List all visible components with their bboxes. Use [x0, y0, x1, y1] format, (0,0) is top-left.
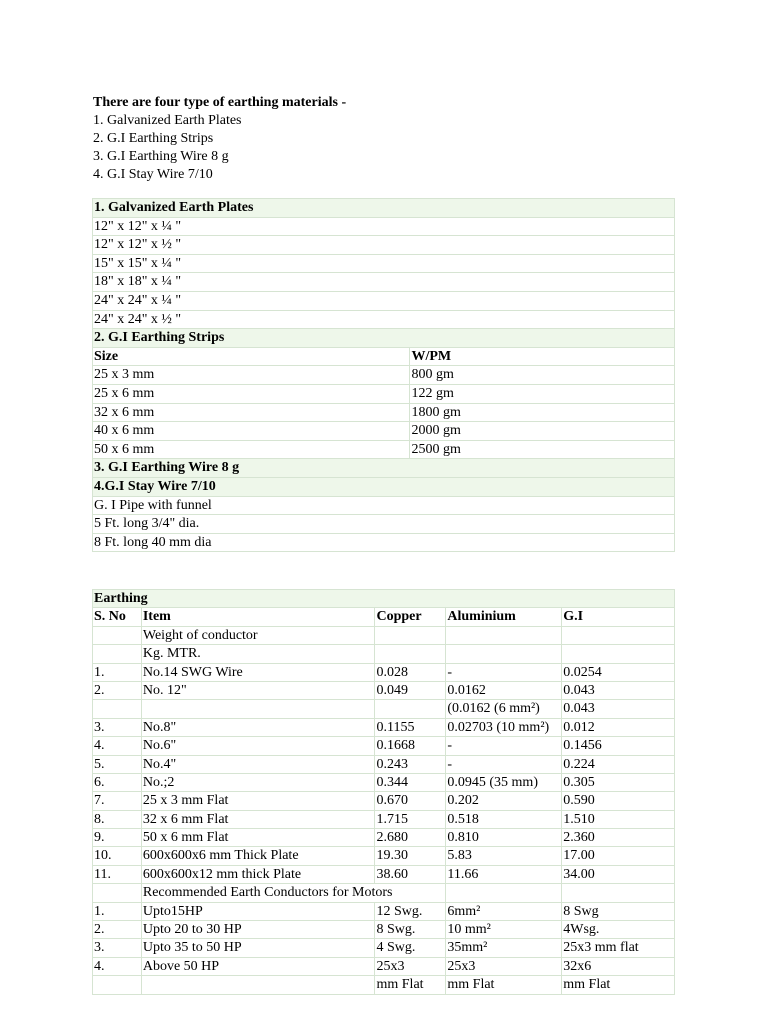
gi-value: 1.510 — [562, 810, 675, 828]
gi-value: 0.043 — [562, 700, 675, 718]
aluminium-value: 11.66 — [446, 865, 562, 883]
table-row — [93, 921, 675, 939]
copper-value — [375, 645, 446, 663]
copper-value: 1.715 — [375, 810, 446, 828]
gi-value: 8 Swg — [562, 902, 675, 920]
copper-value: mm Flat — [375, 976, 446, 994]
aluminium-value: 25x3 — [446, 957, 562, 975]
table-row — [93, 626, 675, 644]
table-section-header — [93, 477, 675, 496]
gi-value: 32x6 — [562, 957, 675, 975]
aluminium-value: 0.202 — [446, 792, 562, 810]
aluminium-value: - — [446, 737, 562, 755]
strip-weight: 1800 gm — [410, 403, 675, 422]
item-header: Item — [141, 608, 375, 626]
intro-section — [93, 94, 346, 184]
serial-number: 9. — [93, 829, 142, 847]
table-row — [93, 957, 675, 975]
table-row — [93, 645, 675, 663]
table-row — [93, 792, 675, 810]
item-name: 600x600x6 mm Thick Plate — [141, 847, 375, 865]
item-name: 600x600x12 mm thick Plate — [141, 865, 375, 883]
earthing-title: Earthing — [93, 590, 675, 608]
serial-number: 7. — [93, 792, 142, 810]
item-name: No.4" — [141, 755, 375, 773]
intro-heading: There are four type of earthing materials - — [93, 95, 347, 110]
pipe-item: G. I Pipe with funnel — [93, 496, 675, 515]
strips-title: 2. G.I Earthing Strips — [93, 329, 675, 348]
aluminium-value — [446, 626, 562, 644]
aluminium-header: Aluminium — [446, 608, 562, 626]
gi-value: 0.590 — [562, 792, 675, 810]
gi-value: 25x3 mm flat — [562, 939, 675, 957]
table-row — [93, 700, 675, 718]
plates-title: 1. Galvanized Earth Plates — [93, 199, 675, 218]
serial-number: 11. — [93, 865, 142, 883]
table-row — [93, 384, 675, 403]
table-section-header — [93, 329, 675, 348]
gi-value: 0.012 — [562, 718, 675, 736]
serial-number: 2. — [93, 921, 142, 939]
aluminium-value: 0.02703 (10 mm²) — [446, 718, 562, 736]
item-name: No.14 SWG Wire — [141, 663, 375, 681]
copper-value — [375, 626, 446, 644]
table-row — [93, 291, 675, 310]
table-row — [93, 217, 675, 236]
serial-number: 4. — [93, 957, 142, 975]
table-row — [93, 976, 675, 994]
aluminium-value: mm Flat — [446, 976, 562, 994]
pipe-item: 8 Ft. long 40 mm dia — [93, 533, 675, 552]
copper-value: 8 Swg. — [375, 921, 446, 939]
intro-item: 4. G.I Stay Wire 7/10 — [93, 167, 213, 182]
plate-size: 12" x 12" x ½ " — [93, 236, 675, 255]
aluminium-value: 0.518 — [446, 810, 562, 828]
serial-number: 3. — [93, 718, 142, 736]
serial-number — [93, 626, 142, 644]
copper-value: 0.1668 — [375, 737, 446, 755]
gi-value: 2.360 — [562, 829, 675, 847]
serial-number: 10. — [93, 847, 142, 865]
aluminium-value: 5.83 — [446, 847, 562, 865]
serial-number — [93, 884, 142, 902]
aluminium-value: 10 mm² — [446, 921, 562, 939]
table-row — [93, 254, 675, 273]
gi-value — [562, 626, 675, 644]
strips-size-header: Size — [93, 347, 410, 366]
item-name: Upto 35 to 50 HP — [141, 939, 375, 957]
table-row — [93, 663, 675, 681]
table-row — [93, 718, 675, 736]
table-row — [93, 939, 675, 957]
item-name: 25 x 3 mm Flat — [141, 792, 375, 810]
item-name — [141, 976, 375, 994]
table-row — [93, 515, 675, 534]
table-row — [93, 829, 675, 847]
strip-weight: 800 gm — [410, 366, 675, 385]
gi-value: 4Wsg. — [562, 921, 675, 939]
aluminium-value: 0.0945 (35 mm) — [446, 773, 562, 791]
aluminium-value: (0.0162 (6 mm²) — [446, 700, 562, 718]
item-name: No.6" — [141, 737, 375, 755]
gi-value: 17.00 — [562, 847, 675, 865]
gi-value — [562, 884, 675, 902]
serial-number: 1. — [93, 902, 142, 920]
table-row — [93, 755, 675, 773]
table-row — [93, 902, 675, 920]
copper-value: 2.680 — [375, 829, 446, 847]
table-row — [93, 310, 675, 329]
table-row — [93, 773, 675, 791]
item-name: No.;2 — [141, 773, 375, 791]
table-row — [93, 422, 675, 441]
table-row — [93, 810, 675, 828]
table-title-row — [93, 590, 675, 608]
copper-value: 0.243 — [375, 755, 446, 773]
stay-title: 4.G.I Stay Wire 7/10 — [93, 477, 675, 496]
copper-value: 25x3 — [375, 957, 446, 975]
strip-size: 50 x 6 mm — [93, 440, 410, 459]
intro-item: 1. Galvanized Earth Plates — [93, 113, 242, 128]
strip-weight: 2500 gm — [410, 440, 675, 459]
aluminium-value: - — [446, 755, 562, 773]
gi-value — [562, 645, 675, 663]
item-name: Upto 20 to 30 HP — [141, 921, 375, 939]
serial-number — [93, 645, 142, 663]
copper-value: 0.1155 — [375, 718, 446, 736]
table-section-header — [93, 459, 675, 478]
intro-item: 3. G.I Earthing Wire 8 g — [93, 149, 229, 164]
item-name: Upto15HP — [141, 902, 375, 920]
copper-value: 0.028 — [375, 663, 446, 681]
aluminium-value: - — [446, 663, 562, 681]
serial-number: 4. — [93, 737, 142, 755]
table-row — [93, 403, 675, 422]
serial-number: 8. — [93, 810, 142, 828]
item-name: 50 x 6 mm Flat — [141, 829, 375, 847]
gi-value: mm Flat — [562, 976, 675, 994]
gi-value: 0.0254 — [562, 663, 675, 681]
gi-header: G.I — [562, 608, 675, 626]
table-row — [93, 273, 675, 292]
table-row — [93, 884, 675, 902]
gi-value: 0.043 — [562, 681, 675, 699]
table-column-headers — [93, 608, 675, 626]
table-column-headers — [93, 347, 675, 366]
plate-size: 18" x 18" x ¼ " — [93, 273, 675, 292]
copper-value: 4 Swg. — [375, 939, 446, 957]
table-row — [93, 440, 675, 459]
item-name: Above 50 HP — [141, 957, 375, 975]
copper-value — [375, 700, 446, 718]
item-name: 32 x 6 mm Flat — [141, 810, 375, 828]
aluminium-value — [446, 884, 562, 902]
strip-weight: 2000 gm — [410, 422, 675, 441]
gi-value: 0.1456 — [562, 737, 675, 755]
earthing-table — [92, 589, 675, 995]
earthing-table-body — [93, 590, 675, 995]
aluminium-value — [446, 645, 562, 663]
item-name: Weight of conductor — [141, 626, 375, 644]
pipe-item: 5 Ft. long 3/4" dia. — [93, 515, 675, 534]
item-name: Kg. MTR. — [141, 645, 375, 663]
gi-value: 34.00 — [562, 865, 675, 883]
table-row — [93, 496, 675, 515]
gi-value: 0.305 — [562, 773, 675, 791]
wire-title: 3. G.I Earthing Wire 8 g — [93, 459, 675, 478]
serial-number: 1. — [93, 663, 142, 681]
copper-value: 12 Swg. — [375, 902, 446, 920]
strip-weight: 122 gm — [410, 384, 675, 403]
serial-number: 6. — [93, 773, 142, 791]
item-name: No. 12" — [141, 681, 375, 699]
plate-size: 24" x 24" x ½ " — [93, 310, 675, 329]
strip-size: 40 x 6 mm — [93, 422, 410, 441]
serial-number: 2. — [93, 681, 142, 699]
copper-value: 0.049 — [375, 681, 446, 699]
aluminium-value: 35mm² — [446, 939, 562, 957]
table-row — [93, 847, 675, 865]
plate-size: 15" x 15" x ¼ " — [93, 254, 675, 273]
serial-number: 3. — [93, 939, 142, 957]
materials-table — [92, 198, 675, 552]
aluminium-value: 0.0162 — [446, 681, 562, 699]
sno-header: S. No — [93, 608, 142, 626]
copper-value: 0.344 — [375, 773, 446, 791]
serial-number: 5. — [93, 755, 142, 773]
aluminium-value: 0.810 — [446, 829, 562, 847]
aluminium-value: 6mm² — [446, 902, 562, 920]
table-row — [93, 236, 675, 255]
strip-size: 25 x 3 mm — [93, 366, 410, 385]
table-row — [93, 366, 675, 385]
table-row — [93, 681, 675, 699]
copper-header: Copper — [375, 608, 446, 626]
copper-value: 19.30 — [375, 847, 446, 865]
serial-number — [93, 976, 142, 994]
gi-value: 0.224 — [562, 755, 675, 773]
strips-wpm-header: W/PM — [410, 347, 675, 366]
table-row — [93, 533, 675, 552]
copper-value: 0.670 — [375, 792, 446, 810]
table-row — [93, 737, 675, 755]
item-name: No.8" — [141, 718, 375, 736]
recommended-label: Recommended Earth Conductors for Motors — [141, 884, 446, 902]
table-row — [93, 865, 675, 883]
item-name — [141, 700, 375, 718]
plate-size: 12" x 12" x ¼ " — [93, 217, 675, 236]
table-section-header — [93, 199, 675, 218]
strip-size: 32 x 6 mm — [93, 403, 410, 422]
plate-size: 24" x 24" x ¼ " — [93, 291, 675, 310]
copper-value: 38.60 — [375, 865, 446, 883]
intro-item: 2. G.I Earthing Strips — [93, 131, 214, 146]
serial-number — [93, 700, 142, 718]
strip-size: 25 x 6 mm — [93, 384, 410, 403]
